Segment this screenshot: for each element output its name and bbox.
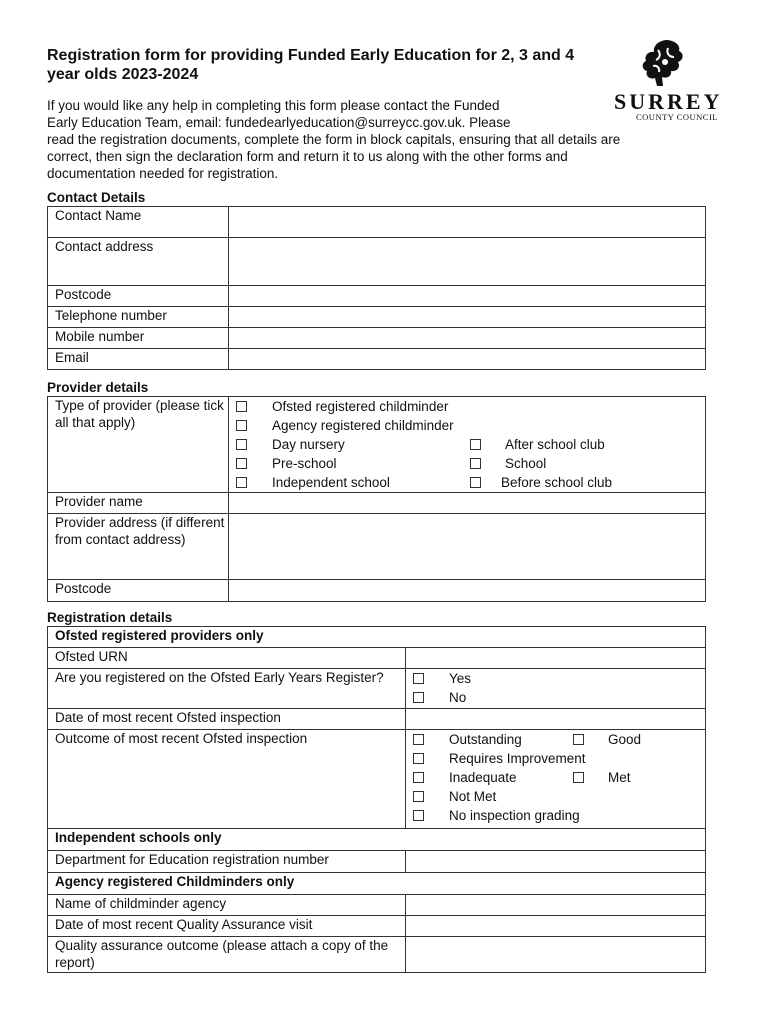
inspection-date-field[interactable] (406, 709, 706, 730)
option-label: Yes (449, 671, 472, 686)
table-row (48, 328, 706, 349)
option-row (413, 730, 705, 749)
agency-name-label: Name of childminder agency (48, 895, 406, 916)
table-row (48, 397, 706, 493)
provider-details-heading: Provider details (47, 380, 149, 395)
table-row (48, 873, 706, 895)
option-no[interactable] (413, 688, 705, 707)
contact-details-table (47, 206, 706, 370)
intro-line: Early Education Team, email: fundedearlyeducation@surreycc.gov.uk. Please (47, 115, 511, 130)
table-row (48, 829, 706, 851)
contact-address-label: Contact address (48, 238, 229, 286)
checkbox[interactable] (573, 734, 584, 745)
provider-type-options (229, 397, 706, 493)
checkbox[interactable] (236, 477, 247, 488)
option-day-nursery[interactable]: Day nursery (272, 437, 345, 452)
checkbox[interactable] (413, 692, 424, 703)
checkbox[interactable] (236, 439, 247, 450)
checkbox[interactable] (236, 420, 247, 431)
telephone-field[interactable] (229, 307, 706, 328)
option-inadequate[interactable]: Inadequate (449, 770, 517, 785)
ofsted-only-subheading: Ofsted registered providers only (48, 627, 706, 648)
intro-line: read the registration documents, complete the form in block capitals, ensuring that all details are (47, 132, 621, 147)
checkbox[interactable] (413, 791, 424, 802)
checkbox[interactable] (236, 458, 247, 469)
intro-line: documentation needed for registration. (47, 166, 279, 181)
email-label: Email (48, 349, 229, 370)
qa-date-field[interactable] (406, 916, 706, 937)
table-row (48, 627, 706, 648)
table-row (48, 514, 706, 580)
option-after-school-club[interactable]: After school club (505, 437, 605, 452)
option-label: Ofsted registered childminder (272, 399, 449, 414)
option-label: Not Met (449, 789, 497, 804)
option-not-met[interactable] (413, 787, 705, 806)
email-field[interactable] (229, 349, 706, 370)
telephone-label: Telephone number (48, 307, 229, 328)
option-before-school-club[interactable]: Before school club (501, 475, 613, 490)
option-yes[interactable] (413, 669, 705, 688)
inspection-date-label: Date of most recent Ofsted inspection (48, 709, 406, 730)
table-row (48, 669, 706, 709)
inspection-outcome-label: Outcome of most recent Ofsted inspection (48, 730, 406, 829)
option-requires-improvement[interactable] (413, 749, 705, 768)
surrey-county-council-logo (606, 38, 722, 122)
table-row (48, 349, 706, 370)
contact-postcode-label: Postcode (48, 286, 229, 307)
option-no-inspection-grading[interactable] (413, 806, 705, 825)
option-independent-school[interactable]: Independent school (272, 475, 390, 490)
eyr-question-label: Are you registered on the Ofsted Early Years Register? (48, 669, 406, 709)
option-row (413, 768, 705, 787)
form-title: Registration form for providing Funded Early Education for 2, 3 and 4 year olds 2023-2024 (47, 47, 575, 83)
agency-only-subheading: Agency registered Childminders only (48, 873, 706, 895)
provider-name-label: Provider name (48, 493, 229, 514)
checkbox[interactable] (470, 439, 481, 450)
contact-name-label: Contact Name (48, 207, 229, 238)
ofsted-urn-field[interactable] (406, 648, 706, 669)
checkbox[interactable] (413, 810, 424, 821)
contact-address-field[interactable] (229, 238, 706, 286)
table-row (48, 648, 706, 669)
checkbox[interactable] (470, 477, 481, 488)
table-row (48, 730, 706, 829)
registration-details-table (47, 626, 706, 973)
contact-postcode-field[interactable] (229, 286, 706, 307)
provider-details-table (47, 396, 706, 602)
table-row (48, 286, 706, 307)
ofsted-urn-label: Ofsted URN (48, 648, 406, 669)
checkbox[interactable] (573, 772, 584, 783)
provider-postcode-label: Postcode (48, 580, 229, 602)
table-row (48, 207, 706, 238)
provider-address-field[interactable] (229, 514, 706, 580)
oak-tree-icon (636, 38, 690, 88)
inspection-outcome-options (406, 730, 706, 829)
logo-wordmark: SURREY (614, 89, 723, 114)
checkbox[interactable] (413, 753, 424, 764)
table-row (48, 493, 706, 514)
independent-only-subheading: Independent schools only (48, 829, 706, 851)
checkbox[interactable] (413, 673, 424, 684)
checkbox[interactable] (413, 734, 424, 745)
option-label: No (449, 690, 467, 705)
option-pre-school[interactable]: Pre-school (272, 456, 337, 471)
table-row (48, 895, 706, 916)
option-label: No inspection grading (449, 808, 580, 823)
table-row (48, 580, 706, 602)
qa-date-label: Date of most recent Quality Assurance visit (48, 916, 406, 937)
mobile-field[interactable] (229, 328, 706, 349)
intro-paragraph (47, 97, 620, 182)
provider-name-field[interactable] (229, 493, 706, 514)
intro-line: If you would like any help in completing this form please contact the Funded (47, 98, 500, 113)
mobile-label: Mobile number (48, 328, 229, 349)
qa-outcome-label: Quality assurance outcome (please attach a copy of the report) (48, 937, 406, 973)
table-row (48, 851, 706, 873)
dfe-number-field[interactable] (406, 851, 706, 873)
contact-details-heading: Contact Details (47, 190, 146, 205)
agency-name-field[interactable] (406, 895, 706, 916)
option-school[interactable]: School (505, 456, 547, 471)
table-row (48, 307, 706, 328)
contact-name-field[interactable] (229, 207, 706, 238)
option-outstanding[interactable]: Outstanding (449, 732, 522, 747)
option-ofsted-childminder[interactable] (236, 397, 705, 416)
option-label: Requires Improvement (449, 751, 586, 766)
option-met[interactable]: Met (608, 770, 631, 785)
eyr-options (406, 669, 706, 709)
checkbox[interactable] (413, 772, 424, 783)
provider-address-label: Provider address (if different from contact address) (48, 514, 229, 580)
option-row (236, 435, 705, 454)
option-row (236, 473, 705, 492)
option-good[interactable]: Good (608, 732, 642, 747)
option-row (236, 454, 705, 473)
option-agency-childminder[interactable] (236, 416, 705, 435)
provider-type-label: Type of provider (please tick all that apply) (48, 397, 229, 493)
qa-outcome-field[interactable] (406, 937, 706, 973)
provider-postcode-field[interactable] (229, 580, 706, 602)
dfe-number-label: Department for Education registration number (48, 851, 406, 873)
table-row (48, 916, 706, 937)
table-row (48, 709, 706, 730)
option-label: Agency registered childminder (272, 418, 454, 433)
table-row (48, 937, 706, 973)
logo-subtitle: COUNTY COUNCIL (636, 112, 719, 122)
registration-details-heading: Registration details (47, 610, 173, 625)
checkbox[interactable] (470, 458, 481, 469)
table-row (48, 238, 706, 286)
intro-line: correct, then sign the declaration form and return it to us along with the other forms and (47, 149, 568, 164)
checkbox[interactable] (236, 401, 247, 412)
